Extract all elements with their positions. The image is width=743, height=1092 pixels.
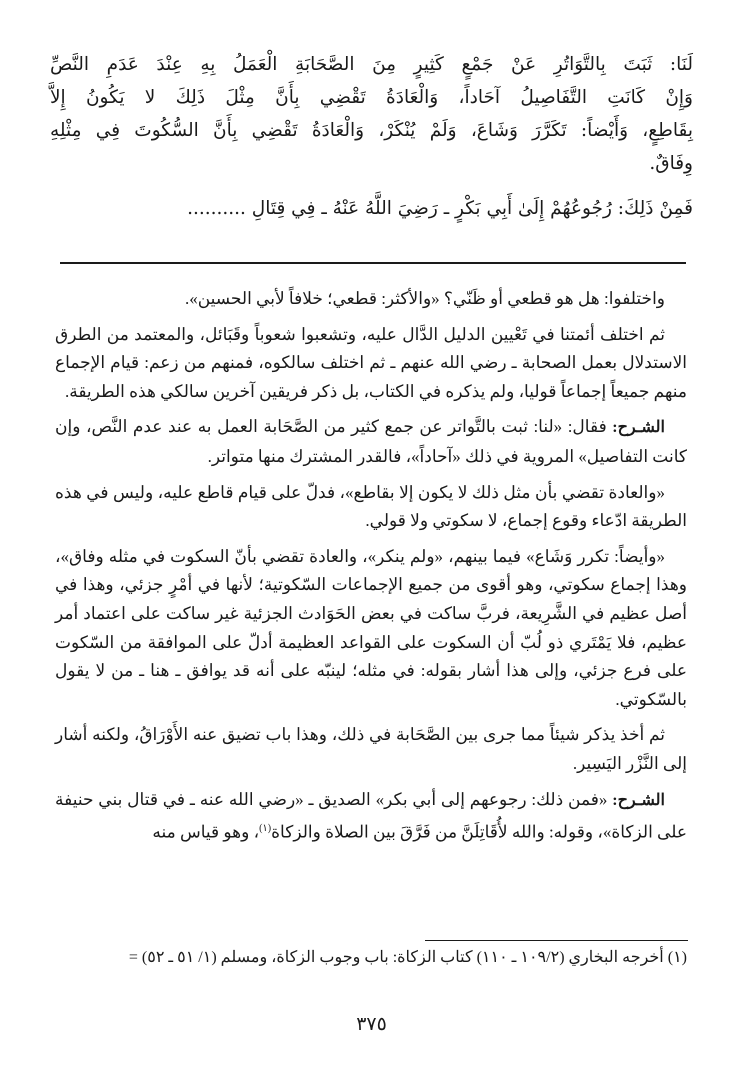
sharh-paragraph: «والعادة تقضي بأن مثل ذلك لا يكون إلا بقاطع»، فدلّ على قيام قاطع عليه، وليس في هذه الطريقة ادّعاء وقوع إجماع، لا سكوتي ولا قولي.: [55, 482, 687, 531]
matn-line: بِقَاطِعٍ، وَأَيْضاً: تَكَرَّرَ وَشَاعَ، وَلَمْ يُنْكَرْ، وَالْعَادَةُ تَقْضِي بِأَنَّ السُّكُوتَ فِي مِثْلِهِ: [50, 120, 693, 141]
matn-line: لَنَا: ثَبَتَ بِالتَّوَاتُرِ عَنْ جَمْعٍ كَثِيرٍ مِنَ الصَّحَابَةِ الْعَمَلُ بِهِ عِنْدَ عَدَمِ النَّصِّ: [50, 54, 693, 75]
sharh-paragraph: [55, 786, 687, 848]
footnote: (١) أخرجه البخاري (١٠٩/٢ ـ ١١٠) كتاب الزكاة: باب وجوب الزكاة، ومسلم (١/ ٥١ ـ ٥٢) =: [128, 949, 687, 966]
footnote-marker: (١): [259, 823, 272, 835]
sharh-paragraph: ثم أخذ يذكر شيئاً مما جرى بين الصَّحَابة في ذلك، وهذا باب تضيق عنه الأَوْرَاقُ، ولكنه أشار إلى النَّزْر اليَسِير.: [55, 725, 687, 773]
matn-fmin-line: [50, 192, 693, 225]
sharh-section: [55, 285, 687, 854]
page-number: ٣٧٥: [356, 1014, 387, 1035]
ellipsis-dots: ..........: [187, 198, 246, 219]
matn-section: [50, 48, 693, 225]
section-divider: [60, 262, 686, 264]
matn-line: وَإِنْ كَانَتِ التَّفَاصِيلُ آحَاداً، وَالْعَادَةُ تَقْضِي بِأَنَّ مِثْلَ ذَلِكَ لا يَكُونُ إِلاَّ: [50, 87, 693, 108]
matn-line: وِفَاقٌ.: [649, 153, 693, 174]
footnote-divider: [425, 940, 688, 941]
sharh-paragraph: واختلفوا: هل هو قطعي أو ظَنّي؟ «والأكثر: قطعي؛ خلافاً لأبي الحسين».: [184, 289, 665, 308]
matn-fmin-text: فَمِنْ ذَلِكَ: رُجُوعُهُمْ إِلَىٰ أَبِي بَكْرٍ ـ رَضِيَ اللَّهُ عَنْهُ ـ فِي قِتَالِ: [251, 198, 693, 219]
sharh-paragraph: [55, 413, 687, 471]
sharh-label: الشـرح:: [612, 419, 665, 437]
matn-text: [50, 48, 693, 225]
sharh-label: الشـرح:: [612, 791, 665, 809]
sharh-text: ، وهو قياس منه: [152, 822, 260, 842]
sharh-text: فقال: «لنا: ثبت بالتَّواتر عن جمع كثير من الصَّحَابة العمل به عند عدم النَّص، وإن كانت التفاصيل» المروية في ذلك «آحاداً»، فالقدر المشترك منها متواتر.: [55, 417, 687, 466]
sharh-paragraph: «وأيضاً: تكرر وَشَاع» فيما بينهم، «ولم ينكر»، والعادة تقضي بأنّ السكوت في مثله وفاق»، وهذا إجماع سكوتي، وهو أقوى من جميع الإجماعات السّكوتية؛ لأنها في أمْرٍ جزئي، وهذا في أصل عظيم في الشَّرِيعة، فربَّ ساكت في بعض الحَوَادث الجزئية غير ساكت على اعتماد أمر عظيم، فلا يَمْتَري ذو لُبّ أن السكوت على القواعد العظيمة أدلّ على الموافقة من السّكوت على فرع جزئي، وإلى هذا أشار بقوله: في مثله؛ لينبّه على أنه قد يوافق ـ هنا ـ من لا يقول بالسّكوتي.: [55, 546, 687, 709]
sharh-paragraph: ثم اختلف أئمتنا في تَعْيين الدليل الدَّال عليه، وتشعبوا شعوباً وقَبَائل، والمعتمد من الطرق الاستدلال بعمل الصحابة ـ رضي الله عنهم ـ ثم اختلف سالكوه، فمنهم من زعم: قيام الإجماع منهم جميعاً إجماعاً قوليا، ولم يذكره في الكتاب، بل ذكر فريقين آخرين سالكي هذه الطريقة.: [55, 324, 687, 401]
sharh-text: «فمن ذلك: رجوعهم إلى أبي بكر» الصديق ـ «رضي الله عنه ـ في قتال بني حنيفة على الزكاة»، وقوله: والله لأُقَاتِلَنَّ من فَرَّقَ بين الصلاة والزكاة: [55, 789, 687, 842]
